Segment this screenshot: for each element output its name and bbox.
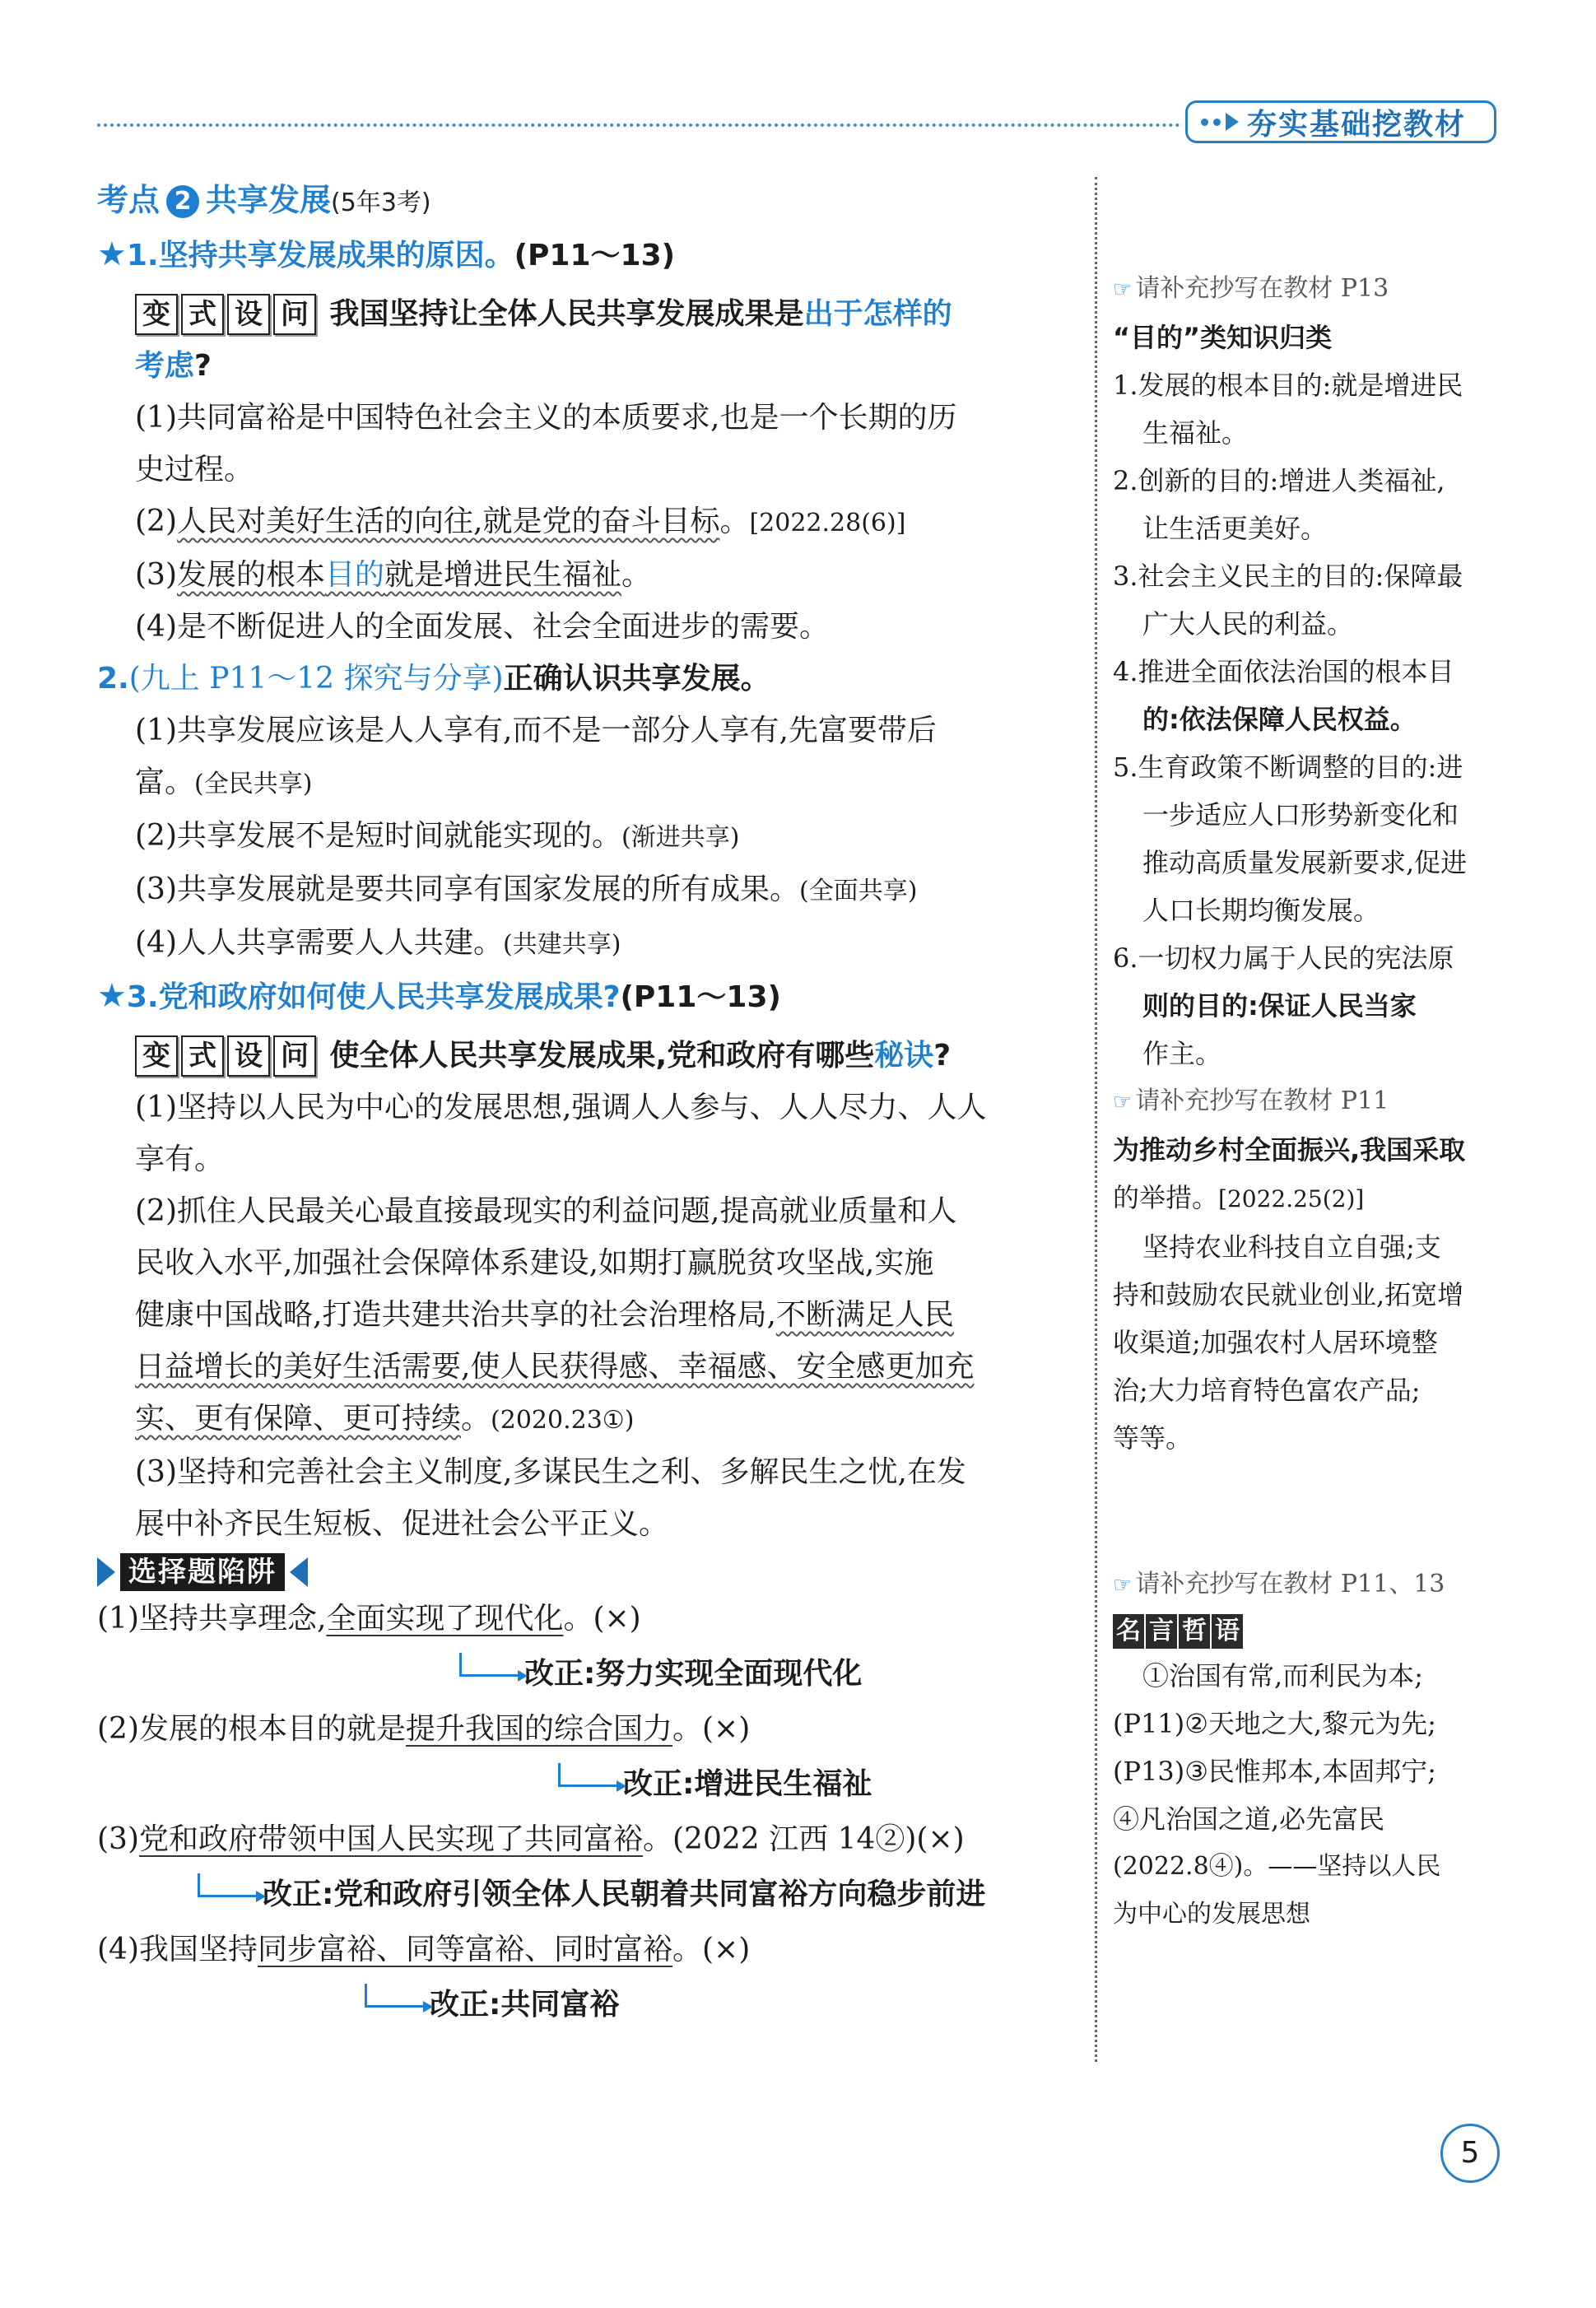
q3-item-2-cont (97, 1289, 1081, 1341)
section-header-tab (1185, 100, 1496, 143)
wavy-underlined-text: 实、更有保障、更可持续 (135, 1402, 462, 1436)
q2-heading (97, 653, 1081, 705)
triangle-right-icon (97, 1557, 115, 1587)
side-body: 收渠道;加强农村人居环境整 (1113, 1327, 1438, 1358)
q2-item-4 (97, 917, 1081, 970)
variant-box: 变 (135, 1035, 178, 1077)
text: 。(×) (672, 1933, 751, 1966)
exam-ref: (2020.23①) (491, 1406, 635, 1435)
quote-line: (P13)③民惟邦本,本固邦宁; (1113, 1756, 1436, 1787)
q2-item-1: (1)共享发展应该是人人享有,而不是一部分人享有,先富要带后 (135, 714, 937, 747)
variant-box: 问 (273, 294, 316, 335)
q3-title: 3.党和政府如何使人民共享发展成果? (126, 980, 621, 1014)
q1-variant (97, 288, 1081, 340)
item-num: (3) (135, 558, 177, 592)
q3-item-1-cont: 享有。 (135, 1142, 225, 1176)
side-point-cont: 的:依法保障人民权益。 (1142, 704, 1417, 735)
wavy-underlined-text (177, 558, 621, 592)
side-heading: 为推动乡村全面振兴,我国采取 (1113, 1134, 1466, 1166)
topic-title: 共享发展 (206, 182, 332, 218)
q1-title: 1.坚持共享发展成果的原因。 (126, 239, 514, 272)
correction-arrow-icon (459, 1653, 519, 1677)
q2-item-3 (97, 863, 1081, 917)
side-point-cont: 作主。 (1142, 1038, 1222, 1069)
variant-keyword: 秘诀 (874, 1039, 934, 1073)
header-arrow-icon (1201, 113, 1239, 131)
triangle-left-icon (290, 1557, 308, 1587)
q1-ref: (P11～13) (514, 239, 676, 272)
correction-arrow-icon (198, 1873, 258, 1897)
label-char: 言 (1146, 1614, 1177, 1649)
copy-note (1113, 1077, 1508, 1126)
star-icon: ★ (97, 977, 127, 1015)
side-body: 坚持农业科技自立自强;支 (1142, 1231, 1441, 1263)
text: (2)共享发展不是短时间就能实现的。 (135, 819, 621, 853)
tag-text: (全民共享) (194, 770, 313, 798)
topic-number: 2 (166, 185, 199, 218)
q3-item-2: (2)抓住人民最关心最直接最现实的利益问题,提高就业质量和人 (135, 1194, 957, 1228)
q1-item-2 (97, 496, 1081, 549)
variant-text: ? (933, 1039, 952, 1073)
side-point (1113, 648, 1508, 696)
side-point (1113, 552, 1508, 600)
variant-box: 问 (273, 1035, 316, 1077)
side-column (1113, 265, 1508, 1938)
pointing-hand-icon: ☞ (1113, 1090, 1133, 1114)
label-char: 名 (1113, 1614, 1144, 1649)
highlight-keyword: 目的 (325, 558, 385, 592)
pointing-hand-icon: ☞ (1113, 1573, 1133, 1598)
tag-text: (渐进共享) (621, 823, 740, 852)
point-text: 4.推进全面依法治国的根本目 (1113, 656, 1454, 687)
q3-item-2-cont (97, 1341, 1081, 1393)
q3-variant (97, 1030, 1081, 1082)
text: 发展的根本 (177, 558, 326, 592)
correction-text: 改正:共同富裕 (430, 1988, 620, 2022)
q3-item-2-cont (97, 1393, 1081, 1446)
side-heading-cont (1113, 1174, 1508, 1223)
q1-heading (97, 229, 1081, 282)
wavy-underlined-text: 日益增长的美好生活需要,使人民获得感、幸福感、安全感更加充 (135, 1350, 975, 1384)
variant-box: 变 (135, 294, 178, 335)
variant-box: 设 (227, 1035, 270, 1077)
variant-box: 式 (181, 1035, 224, 1077)
exam-ref: [2022.28(6)] (749, 509, 906, 537)
point-text: 5.生育政策不断调整的目的:进 (1113, 751, 1463, 783)
wavy-underlined-text: 人民对美好生活的向往,就是党的奋斗目标 (177, 505, 720, 538)
quote-line: 为中心的发展思想 (1113, 1900, 1310, 1929)
q2-title: 正确认识共享发展。 (503, 662, 770, 696)
side-point-cont: 生福祉。 (1142, 417, 1249, 449)
quote-line: (P11)②天地之大,黎元为先; (1113, 1708, 1436, 1739)
q3-heading (97, 970, 1081, 1023)
side-point (1113, 934, 1508, 982)
q3-ref: (P11～13) (620, 980, 781, 1014)
correction-text: 改正:党和政府引领全体人民朝着共同富裕方向稳步前进 (263, 1878, 986, 1911)
side-point-cont: 一步适应人口形势新变化和 (1142, 799, 1459, 831)
side-body: 治;大力培育特色富农产品; (1113, 1375, 1421, 1406)
variant-text: ? (194, 349, 212, 383)
variant-text: 使全体人民共享发展成果,党和政府有哪些 (329, 1039, 875, 1073)
q2-source: (九上 P11～12 探究与分享) (128, 662, 504, 696)
underlined-error: 全面实现了现代化 (326, 1602, 564, 1636)
text: 。(2022 江西 14②)(×) (643, 1822, 965, 1856)
underlined-error: 党和政府带领中国人民实现了共同富裕 (139, 1822, 644, 1856)
tag-text: (共建共享) (503, 930, 621, 959)
text: (3)共享发展就是要共同享有国家发展的所有成果。 (135, 872, 799, 906)
trap-title-label: 选择题陷阱 (120, 1553, 285, 1591)
exam-ref: [2022.25(2)] (1218, 1185, 1365, 1212)
trap-1 (97, 1591, 1081, 1646)
topic-heading (97, 174, 1081, 229)
point-text: 2.创新的目的:增进人类福祉, (1113, 465, 1445, 496)
trap-2 (97, 1701, 1081, 1757)
text: 。(×) (563, 1602, 641, 1636)
q2-num: 2. (97, 662, 129, 696)
side-point-cont: 则的目的:保证人民当家 (1142, 990, 1417, 1021)
label-char: 哲 (1179, 1614, 1210, 1649)
punct: 。 (719, 505, 750, 538)
correction-arrow-icon (365, 1984, 425, 2008)
q3-item-1: (1)坚持以人民为中心的发展思想,强调人人参与、人人尽力、人人 (135, 1091, 987, 1124)
item-num: (2) (135, 505, 177, 538)
header-dotted-rule (97, 123, 1180, 127)
section-title: 夯实基础挖教材 (1247, 107, 1467, 142)
q1-item-4: (4)是不断促进人的全面发展、社会全面进步的需要。 (135, 610, 829, 644)
q2-item-1-cont (97, 756, 1081, 810)
quote-line: ④凡治国之道,必先富民 (1113, 1803, 1385, 1835)
q3-item-3-cont: 展中补齐民生短板、促进社会公平正义。 (135, 1507, 669, 1541)
page-number: 5 (1440, 2124, 1500, 2183)
famous-quotes-label (1113, 1614, 1245, 1649)
text: (2)发展的根本目的就是 (97, 1712, 406, 1746)
main-column (97, 174, 1081, 2032)
variant-keyword: 出于怎样的 (803, 297, 952, 331)
side-point-cont: 人口长期均衡发展。 (1142, 895, 1380, 926)
correction-text: 改正:增进民生福祉 (623, 1767, 872, 1801)
point-text: 3.社会主义民主的目的:保障最 (1113, 561, 1463, 592)
correction-arrow-icon (558, 1763, 618, 1787)
topic-label: 考点 (97, 182, 161, 218)
side-point-cont: 广大人民的利益。 (1142, 608, 1354, 640)
wavy-underlined-text: 不断满足人民 (775, 1298, 954, 1332)
variant-box: 设 (227, 294, 270, 335)
pointing-hand-icon: ☞ (1113, 277, 1133, 302)
q2-item-2 (97, 810, 1081, 863)
trap-section-title (97, 1553, 308, 1591)
point-text: 1.发展的根本目的:就是增进民 (1113, 370, 1463, 401)
text: 就是增进民生福祉 (384, 558, 622, 592)
variant-keyword: 考虑 (135, 349, 195, 383)
text: 健康中国战略,打造共建共治共享的社会治理格局, (135, 1298, 776, 1332)
note-text: 请补充抄写在教材 P13 (1135, 274, 1389, 303)
note-text: 请补充抄写在教材 P11、13 (1135, 1570, 1445, 1598)
text: 的举措。 (1113, 1182, 1219, 1213)
q3-item-2-cont: 民收入水平,加强社会保障体系建设,如期打赢脱贫攻坚战,实施 (135, 1246, 934, 1280)
side-heading: “目的”类知识归类 (1113, 322, 1333, 353)
trap-3-correction (97, 1867, 1081, 1922)
variant-box: 式 (181, 294, 224, 335)
correction-text: 改正:努力实现全面现代化 (524, 1657, 863, 1691)
q1-variant-cont (97, 340, 1081, 392)
trap-4-correction (97, 1977, 1081, 2032)
side-point (1113, 457, 1508, 505)
underlined-error: 同步富裕、同等富裕、同时富裕 (258, 1933, 673, 1966)
column-divider (1095, 177, 1097, 2062)
trap-2-correction (97, 1757, 1081, 1812)
text: (1)坚持共享理念, (97, 1602, 327, 1636)
tag-text: (全面共享) (799, 877, 918, 905)
side-point (1113, 361, 1508, 409)
copy-note (1113, 1561, 1508, 1609)
quote-line: ①治国有常,而利民为本; (1142, 1660, 1423, 1691)
side-point-cont: 让生活更美好。 (1142, 513, 1328, 544)
punct: 。 (621, 558, 652, 592)
punct: 。 (461, 1402, 491, 1436)
q1-item-1: (1)共同富裕是中国特色社会主义的本质要求,也是一个长期的历 (135, 401, 957, 435)
text: (4)我国坚持 (97, 1933, 258, 1966)
side-body: 持和鼓励农民就业创业,拓宽增 (1113, 1279, 1464, 1310)
trap-1-correction (97, 1646, 1081, 1701)
q1-item-3 (97, 549, 1081, 601)
text: 。(×) (672, 1712, 751, 1746)
label-char: 语 (1212, 1614, 1243, 1649)
underlined-error: 提升我国的综合国力 (406, 1712, 673, 1746)
note-text: 请补充抄写在教材 P11 (1135, 1087, 1389, 1115)
q1-item-1-cont: 史过程。 (135, 453, 254, 486)
text: (3) (97, 1822, 139, 1856)
side-point (1113, 743, 1508, 791)
star-icon: ★ (97, 235, 127, 273)
copy-note (1113, 265, 1508, 314)
text: (4)人人共享需要人人共建。 (135, 926, 503, 960)
trap-4 (97, 1922, 1081, 1977)
side-point-cont: 推动高质量发展新要求,促进 (1142, 847, 1468, 878)
variant-text: 我国坚持让全体人民共享发展成果是 (329, 297, 804, 331)
topic-note: (5年3考) (331, 188, 431, 217)
side-body: 等等。 (1113, 1422, 1193, 1454)
trap-3 (97, 1812, 1081, 1867)
point-text: 6.一切权力属于人民的宪法原 (1113, 942, 1454, 974)
quote-line: (2022.8④)。——坚持以人民 (1113, 1852, 1441, 1881)
text: 富。 (135, 765, 195, 799)
q3-item-3: (3)坚持和完善社会主义制度,多谋民生之利、多解民生之忧,在发 (135, 1455, 966, 1489)
spacer (1113, 1462, 1508, 1561)
